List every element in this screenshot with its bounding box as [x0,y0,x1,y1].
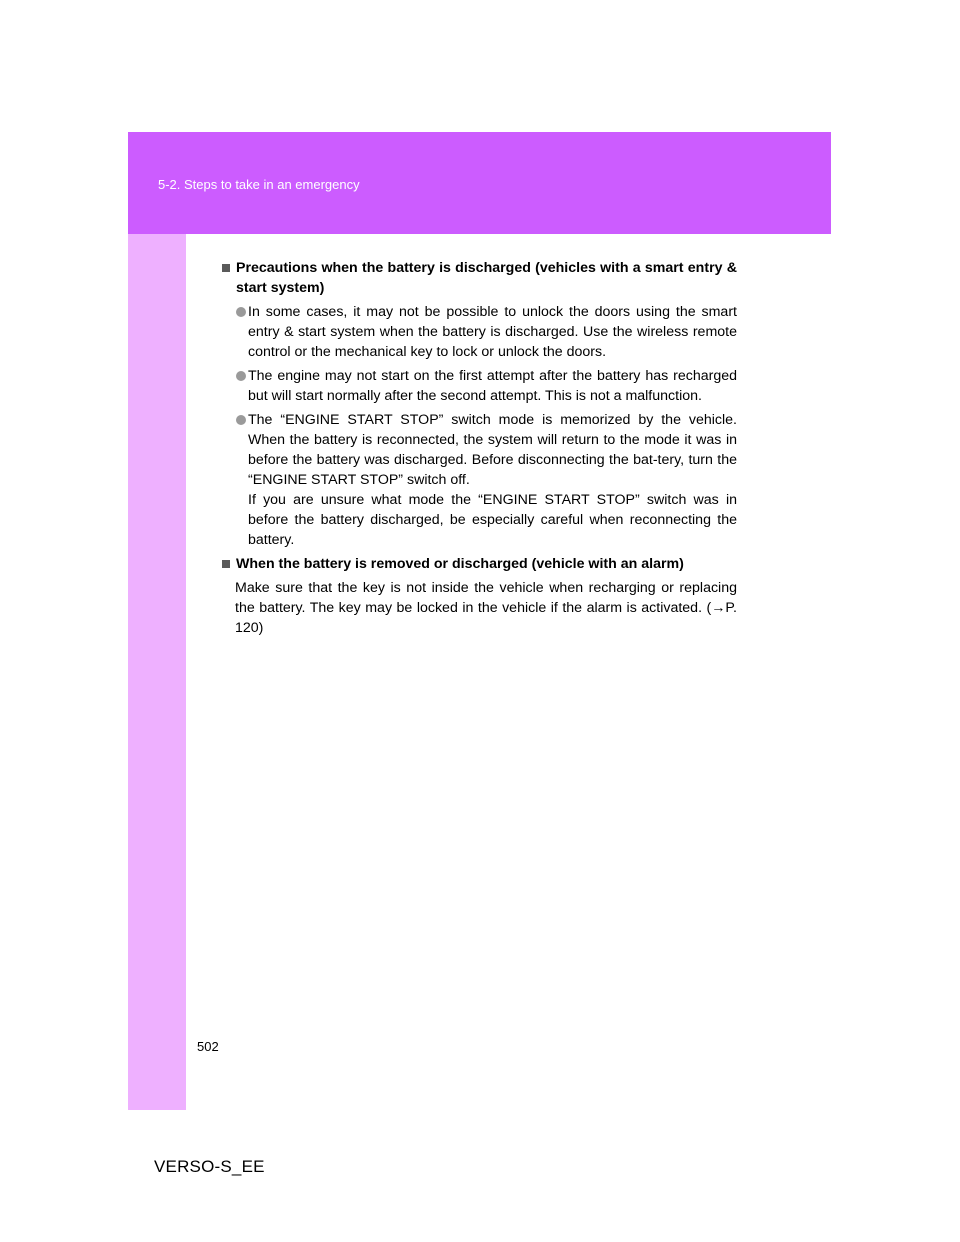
side-strip [128,234,186,1110]
square-bullet-icon [222,560,230,568]
list-item [236,410,737,550]
round-bullet-icon [236,307,246,317]
document-code: VERSO-S_EE [154,1157,265,1176]
list-item-text: The engine may not start on the first attempt after the battery has recharged but will start normally after the second attempt. This is not a malfunction. [248,368,737,404]
section-heading [222,258,737,298]
page-number: 502 [197,1039,219,1054]
list-item [236,366,737,406]
header-band [128,132,831,234]
round-bullet-icon [236,371,246,381]
heading-text: Precautions when the battery is discharged (vehicles with a smart entry & start system) [236,260,737,296]
square-bullet-icon [222,264,230,272]
list-item-continuation: If you are unsure what mode the “ENGINE START STOP” switch was in before the battery discharged, be especially careful when reconnecting the battery. [248,492,737,548]
content-area [222,258,737,638]
body-paragraph: Make sure that the key is not inside the vehicle when recharging or replacing the battery. The key may be locked in the vehicle if the alarm is activated. (→P. 120) [235,580,737,636]
heading-text: When the battery is removed or discharged (vehicle with an alarm) [236,556,684,572]
list-item [236,302,737,362]
section-title: 5-2. Steps to take in an emergency [158,177,360,192]
section-heading [222,554,737,574]
round-bullet-icon [236,415,246,425]
list-item-text: The “ENGINE START STOP” switch mode is memorized by the vehicle. When the battery is reconnected, the system will return to the mode it was in before the battery was discharged. Before disconnecting the bat-tery, turn the “ENGINE START STOP” switch off. [248,412,737,488]
list-item-text: In some cases, it may not be possible to unlock the doors using the smart entry & start system when the battery is discharged. Use the wireless remote control or the mechanical key to lock or unlock the doors. [248,304,737,360]
